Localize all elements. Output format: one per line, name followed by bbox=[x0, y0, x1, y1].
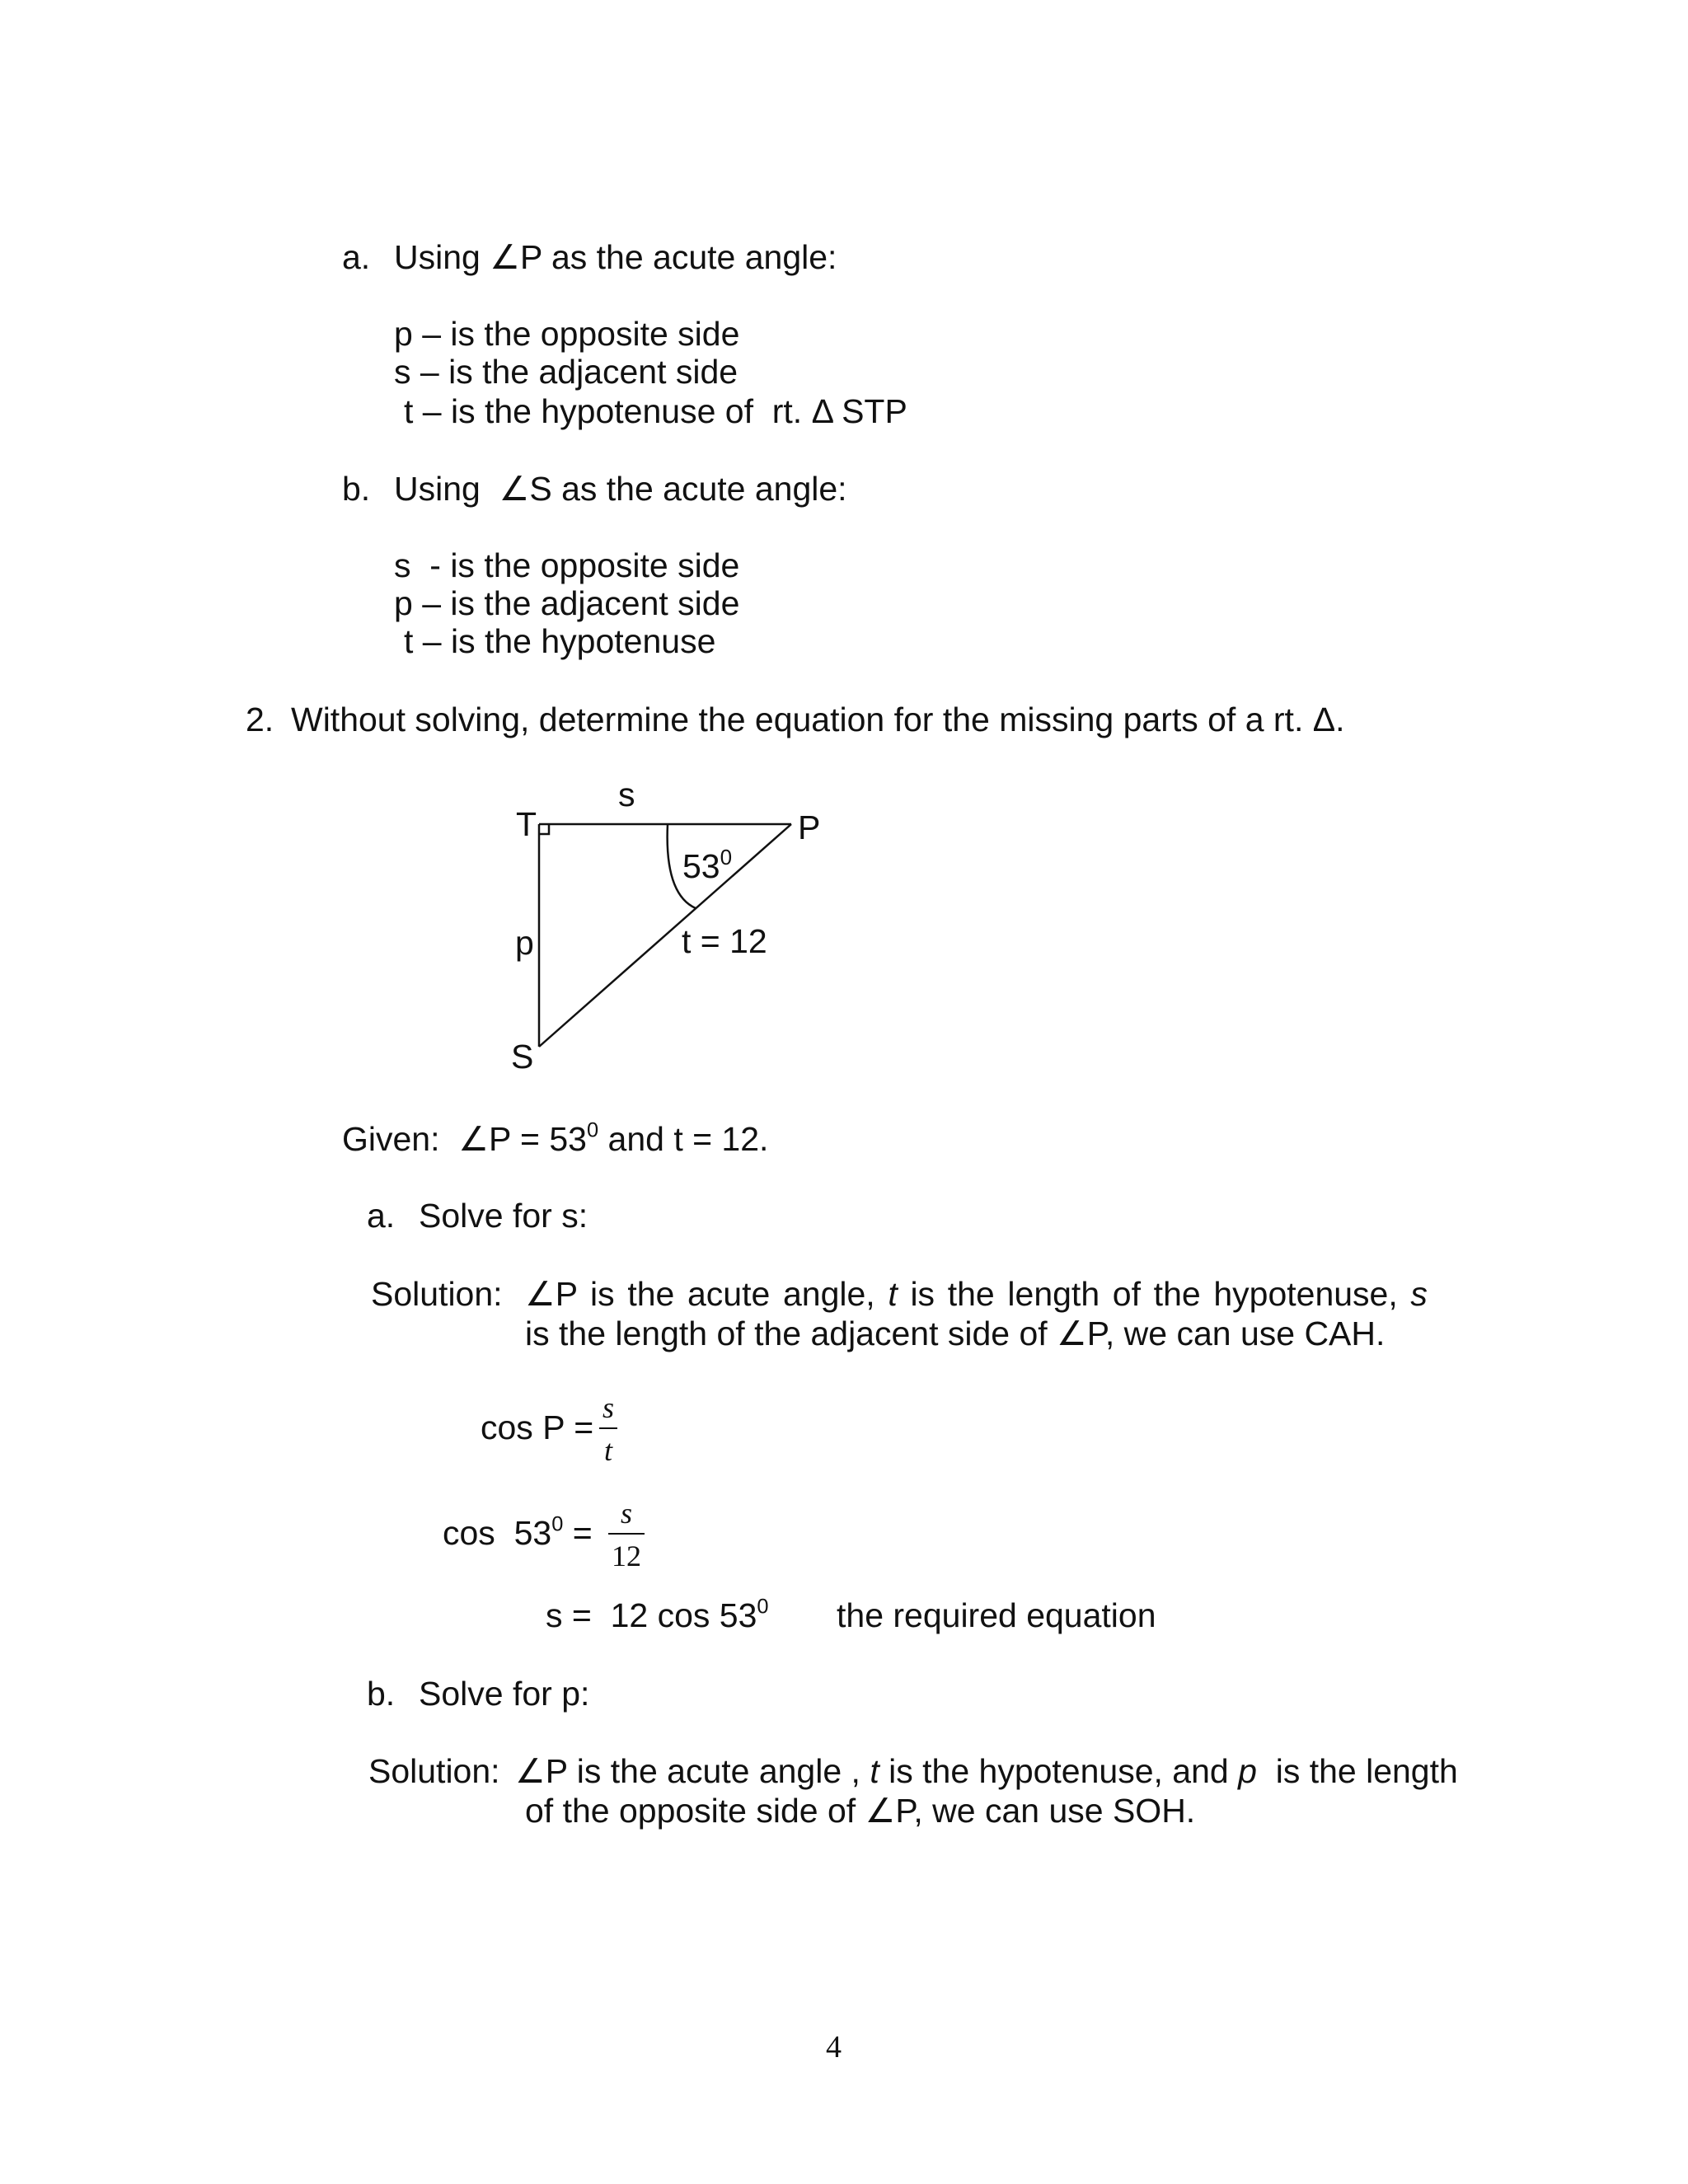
solve-s-marker: a. bbox=[367, 1197, 396, 1235]
hypotenuse-label: t = 12 bbox=[682, 922, 767, 960]
equation-1-left: cos P = bbox=[481, 1408, 594, 1446]
solve-s-heading: Solve for s: bbox=[419, 1197, 588, 1235]
side-label-s: s bbox=[618, 776, 635, 813]
equation-2-left: $\cos 53^0$ = bbox=[443, 1512, 593, 1552]
vertex-label-t: T bbox=[516, 805, 537, 843]
problem-2-number: 2. bbox=[246, 701, 274, 738]
item-b-marker: b. bbox=[342, 470, 371, 508]
solution-s-line-2: is the length of the adjacent side of ∠P, we can use CAH. bbox=[525, 1315, 1386, 1352]
item-b-line-1: s - is the opposite side bbox=[394, 546, 740, 584]
triangle-diagram bbox=[495, 762, 841, 1092]
item-a-marker: a. bbox=[342, 238, 371, 276]
angle-label: $53^0$ bbox=[682, 845, 733, 885]
equation-3-note: the required equation bbox=[837, 1596, 1156, 1634]
item-a-line-1: p – is the opposite side bbox=[394, 315, 740, 353]
given-statement: Given: ∠P = $53^0$ and t = 12. bbox=[342, 1118, 769, 1158]
solution-p-line-1: ∠P is the acute angle , t is the hypotenuse, and p is the length bbox=[515, 1752, 1458, 1790]
solution-p-label: Solution: bbox=[368, 1752, 500, 1790]
equation-1-fraction: s t bbox=[599, 1393, 617, 1465]
item-b-line-3: t – is the hypotenuse bbox=[404, 622, 716, 660]
equation-2-fraction: s 12 bbox=[608, 1498, 645, 1571]
item-b-line-2: p – is the adjacent side bbox=[394, 584, 740, 622]
item-b-heading: Using ∠S as the acute angle: bbox=[394, 470, 847, 508]
equation-3: s = 12 $\cos 53^0$ bbox=[546, 1595, 769, 1634]
right-angle-mark bbox=[539, 824, 549, 834]
page-number: 4 bbox=[826, 2030, 842, 2064]
solution-p-line-2: of the opposite side of ∠P, we can use SOH. bbox=[525, 1792, 1196, 1830]
item-a-line-3: t – is the hypotenuse of rt. Δ STP bbox=[404, 392, 907, 430]
problem-2-text: Without solving, determine the equation for the missing parts of a rt. Δ. bbox=[291, 701, 1345, 738]
solve-p-marker: b. bbox=[367, 1675, 396, 1713]
solve-p-heading: Solve for p: bbox=[419, 1675, 590, 1713]
solution-s-line-1: ∠P is the acute angle, t is the length of the hypotenuse, s bbox=[525, 1275, 1428, 1313]
item-a-line-2: s – is the adjacent side bbox=[394, 353, 738, 391]
solution-s-label: Solution: bbox=[371, 1275, 503, 1313]
vertex-label-p: P bbox=[798, 808, 821, 846]
vertex-label-s: S bbox=[511, 1038, 534, 1076]
side-label-p: p bbox=[515, 924, 534, 962]
item-a-heading: Using ∠P as the acute angle: bbox=[394, 238, 837, 276]
